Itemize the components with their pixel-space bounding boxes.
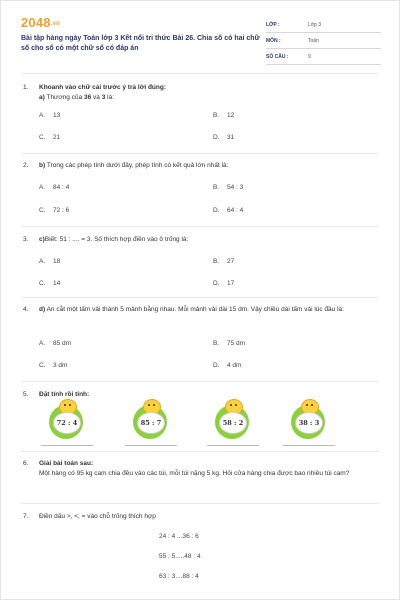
option-letter: B.	[213, 184, 220, 191]
division-expression: 38 : 3	[295, 412, 323, 434]
question-text: An cắt một tấm vải thành 5 mảnh bằng nhau. Mỗi mảnh vải dài 15 dm. Vậy chiều dài tấm vải lúc đầu là:	[45, 306, 344, 313]
option-letter: A.	[39, 258, 46, 265]
prompt-number: 3	[101, 94, 106, 101]
option-letter: A.	[39, 112, 46, 119]
prompt-prefix: a)	[39, 94, 45, 101]
option-b[interactable]	[213, 112, 234, 119]
option-letter: D.	[213, 207, 220, 214]
option-text: 54 : 3	[227, 184, 244, 191]
option-c[interactable]	[39, 280, 60, 287]
meta-row-subject	[266, 33, 381, 49]
option-text: 3 dm	[53, 362, 68, 369]
document-title: Bài tập hàng ngày Toán lớp 3 Kết nối tri thức Bài 26. Chia số có hai chữ số cho số có một chữ số có đáp án	[21, 35, 260, 52]
site-logo[interactable]	[21, 15, 60, 30]
option-d[interactable]	[213, 280, 234, 287]
divider	[21, 451, 379, 452]
prompt-number: 36	[84, 94, 92, 101]
option-letter: D.	[213, 362, 220, 369]
division-card	[45, 399, 89, 443]
meta-row-count	[266, 49, 381, 65]
question-number: 1.	[23, 84, 29, 91]
option-text: 84 : 4	[53, 184, 70, 191]
option-letter: A.	[39, 340, 46, 347]
prompt-text: và	[91, 94, 102, 101]
divider	[21, 226, 379, 227]
option-text: 72 : 6	[53, 207, 70, 214]
question-number: 6.	[23, 460, 29, 467]
meta-info	[266, 17, 381, 65]
division-card	[129, 399, 173, 443]
division-expression: 58 : 2	[219, 412, 247, 434]
divider	[21, 381, 379, 382]
question-number: 3.	[23, 236, 29, 243]
option-c[interactable]	[39, 134, 60, 141]
question-title: Giải bài toán sau:	[39, 460, 94, 467]
option-letter: C.	[39, 134, 46, 141]
option-b[interactable]	[213, 340, 245, 347]
option-b[interactable]	[213, 184, 243, 191]
prompt-text: là:	[105, 94, 115, 101]
compare-expression[interactable]: 63 : 3....88 : 4	[159, 573, 199, 580]
answer-line	[41, 445, 93, 446]
meta-key: SỐ CÂU :	[266, 54, 289, 60]
compare-expression[interactable]: 24 : 4 ...36 : 6	[159, 533, 199, 540]
option-letter: B.	[213, 258, 220, 265]
question-number: 2.	[23, 162, 29, 169]
logo-suffix: .vn	[50, 21, 61, 27]
divider	[21, 297, 379, 298]
question-number: 4.	[23, 306, 29, 313]
option-letter: B.	[213, 112, 220, 119]
option-text: 4 dm	[227, 362, 242, 369]
meta-key: LỚP :	[266, 22, 280, 28]
division-card	[211, 399, 255, 443]
option-letter: D.	[213, 280, 220, 287]
option-text: 27	[227, 258, 235, 265]
option-letter: A.	[39, 184, 46, 191]
meta-value: 9	[308, 54, 311, 60]
question-number: 7.	[23, 513, 29, 520]
header	[21, 15, 379, 65]
option-d[interactable]	[213, 362, 241, 369]
option-text: 64 : 4	[227, 207, 244, 214]
answer-line	[125, 445, 177, 446]
option-text: 75 dm	[227, 340, 246, 347]
option-a[interactable]	[39, 258, 60, 265]
option-text: 14	[53, 280, 61, 287]
option-d[interactable]	[213, 207, 243, 214]
option-text: 21	[53, 134, 61, 141]
question-text: Đặt tính rồi tính:	[39, 391, 90, 398]
meta-row-class	[266, 17, 381, 33]
division-expression: 72 : 4	[53, 412, 81, 434]
prompt-prefix: b)	[39, 162, 46, 169]
logo-text: 2048	[21, 15, 51, 30]
meta-value: Toán	[308, 38, 319, 44]
option-c[interactable]	[39, 207, 69, 214]
question-prompt	[39, 93, 379, 103]
option-a[interactable]	[39, 340, 71, 347]
option-b[interactable]	[213, 258, 234, 265]
compare-expression[interactable]: 55 : 5.....48 : 4	[159, 553, 201, 560]
prompt-text: Thương của	[44, 94, 84, 101]
question-text: Biết: 51 : .... = 3. Số thích hợp điền vào ô trống là:	[44, 236, 189, 243]
option-c[interactable]	[39, 362, 67, 369]
meta-value: Lớp 3	[308, 22, 322, 28]
question-number: 5.	[23, 391, 29, 398]
option-letter: C.	[39, 207, 46, 214]
question-text: Điền dấu >, <, = vào chỗ trống thích hợp	[39, 513, 156, 520]
option-a[interactable]	[39, 184, 69, 191]
answer-line	[207, 445, 259, 446]
divider	[21, 73, 379, 74]
option-d[interactable]	[213, 134, 234, 141]
divider	[21, 153, 379, 154]
question-text: Một hàng có 95 kg cam chia đều vào các túi, mỗi túi nặng 5 kg. Hỏi cửa hàng chia được bao nhiêu túi cam?	[39, 470, 350, 477]
option-text: 13	[53, 112, 61, 119]
question-text: Trong các phép tính dưới đây, phép tính có kết quả lớn nhất là:	[45, 162, 229, 169]
prompt-prefix: c)	[39, 236, 45, 243]
option-a[interactable]	[39, 112, 60, 119]
option-text: 85 dm	[53, 340, 72, 347]
divider	[21, 503, 379, 504]
answer-line	[283, 445, 335, 446]
option-letter: C.	[39, 280, 46, 287]
prompt-prefix: d)	[39, 306, 46, 313]
option-text: 18	[53, 258, 61, 265]
option-letter: C.	[39, 362, 46, 369]
division-expression: 85 : 7	[137, 412, 165, 434]
option-letter: D.	[213, 134, 220, 141]
option-letter: B.	[213, 340, 220, 347]
meta-key: MÔN :	[266, 38, 281, 44]
question-instruction: Khoanh vào chữ cái trước ý trả lời đúng:	[39, 84, 167, 91]
option-text: 12	[227, 112, 235, 119]
division-card	[287, 399, 331, 443]
option-text: 17	[227, 280, 235, 287]
option-text: 31	[227, 134, 235, 141]
